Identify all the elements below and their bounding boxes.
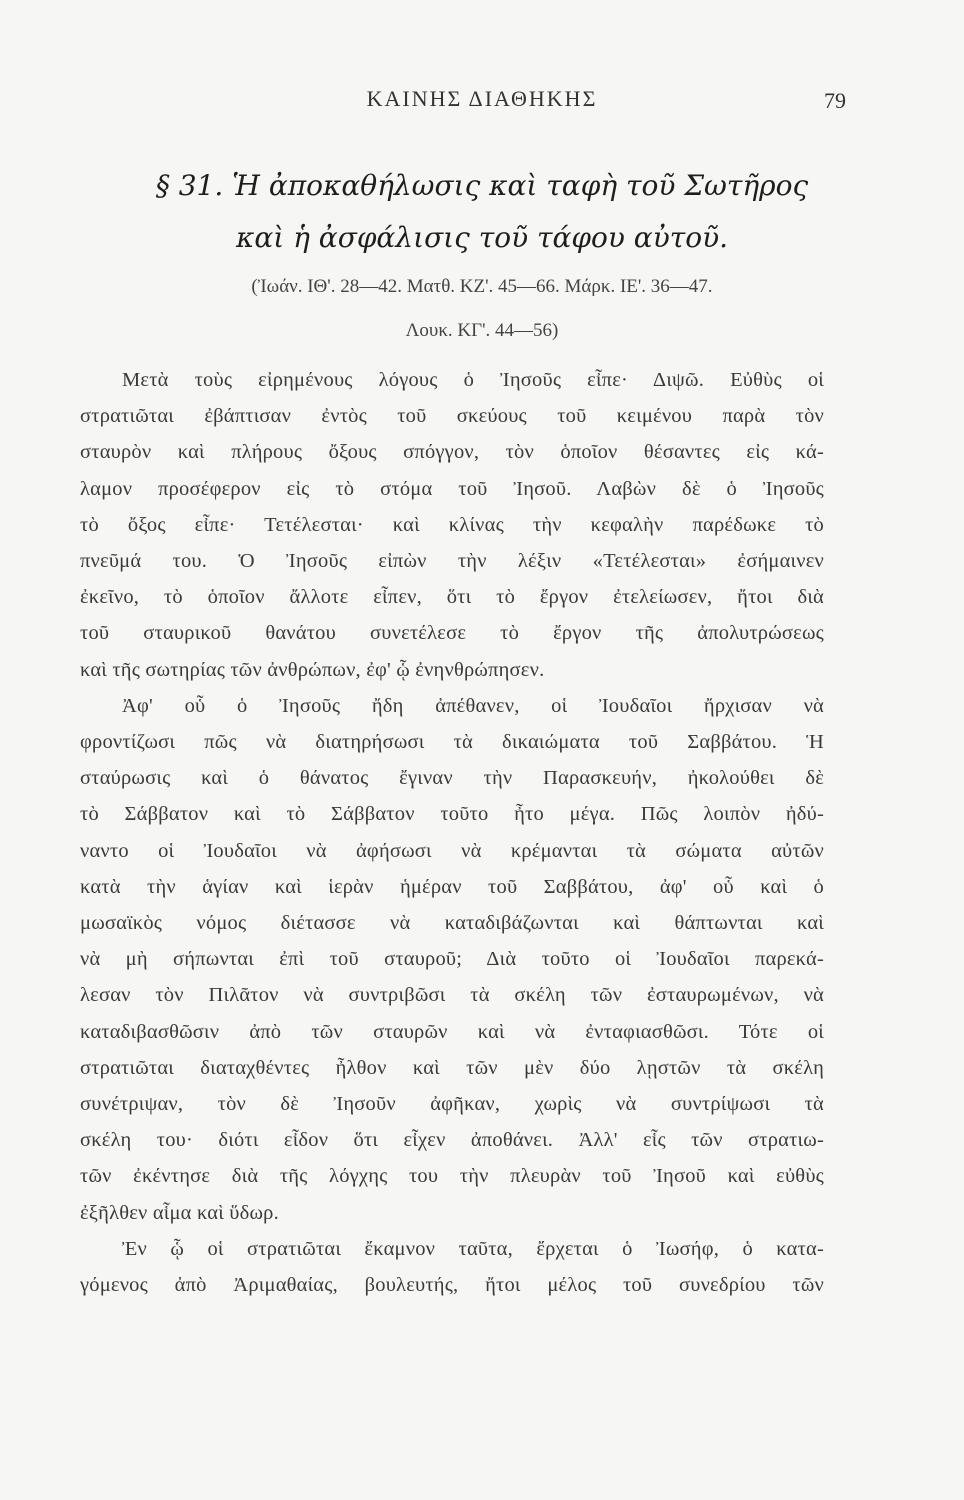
text-line: στρατιῶται διαταχθέντες ἦλθον καὶ τῶν μὲν δύο λῃστῶν τὰ σκέλη	[80, 1056, 824, 1079]
text-line: στρατιῶται ἐβάπτισαν ἐντὸς τοῦ σκεύους τοῦ κειμένου παρὰ τὸν	[80, 405, 824, 428]
text-line: τῶν ἐκέντησε διὰ τῆς λόγχης του τὴν πλευρὰν τοῦ Ἰησοῦ καὶ εὐθὺς	[80, 1165, 824, 1188]
text-line: καὶ τῆς σωτηρίας τῶν ἀνθρώπων, ἐφ' ᾧ ἐνηνθρώπησεν.	[80, 658, 545, 681]
text-line: ἐξῆλθεν αἷμα καὶ ὕδωρ.	[80, 1201, 279, 1224]
running-title: ΚΑΙΝΗΣ ΔΙΑΘΗΚΗΣ	[366, 86, 598, 111]
text-line: τὸ Σάββατον καὶ τὸ Σάββατον τοῦτο ἦτο μέγα. Πῶς λοιπὸν ἠδύ-	[80, 803, 824, 826]
text-line: σταύρωσις καὶ ὁ θάνατος ἔγιναν τὴν Παρασκευήν, ἠκολούθει δὲ	[80, 767, 824, 790]
text-line: κατὰ τὴν ἁγίαν καὶ ἱερὰν ἡμέραν τοῦ Σαββάτου, ἀφ' οὗ καὶ ὁ	[80, 875, 824, 898]
text-line: Ἐν ᾧ οἱ στρατιῶται ἔκαμνον ταῦτα, ἔρχεται ὁ Ἰωσήφ, ὁ κατα-	[122, 1237, 824, 1260]
text-line: τὸ ὄξος εἶπε· Τετέλεσται· καὶ κλίνας τὴν κεφαλὴν παρέδωκε τὸ	[80, 513, 824, 536]
text-line: σταυρὸν καὶ πλήρους ὄξους σπόγγον, τὸν ὁποῖον θέσαντες εἰς κά-	[80, 441, 824, 464]
text-line: ἐκεῖνο, τὸ ὁποῖον ἄλλοτε εἶπεν, ὅτι τὸ ἔργον ἐτελείωσεν, ἤτοι διὰ	[80, 586, 824, 609]
body-text	[80, 362, 824, 1303]
reference-line: (Ἰωάν. ΙΘ'. 28—42. Ματθ. ΚΖ'. 45—66. Μάρκ. ΙΕ'. 36—47.	[251, 276, 713, 297]
text-line: τοῦ σταυρικοῦ θανάτου συνετέλεσε τὸ ἔργον τῆς ἀπολυτρώσεως	[80, 622, 824, 645]
text-line: Ἀφ' οὗ ὁ Ἰησοῦς ἤδη ἀπέθανεν, οἱ Ἰουδαῖοι ἤρχισαν νὰ	[122, 694, 824, 717]
text-line: σκέλη του· διότι εἶδον ὅτι εἶχεν ἀποθάνει. Ἀλλ' εἷς τῶν στρατιω-	[80, 1129, 824, 1152]
text-line: γόμενος ἀπὸ Ἀριμαθαίας, βουλευτής, ἤτοι μέλος τοῦ συνεδρίου τῶν	[80, 1274, 824, 1297]
text-line: λεσαν τὸν Πιλᾶτον νὰ συντριβῶσι τὰ σκέλη τῶν ἐσταυρωμένων, νὰ	[80, 984, 824, 1007]
section-heading	[80, 160, 884, 264]
text-line: φροντίζωσι πῶς νὰ διατηρήσωσι τὰ δικαιώματα τοῦ Σαββάτου. Ἡ	[80, 731, 824, 754]
running-header	[0, 86, 964, 120]
page-number: 79	[824, 88, 846, 113]
text-line: συνέτριψαν, τὸν δὲ Ἰησοῦν ἀφῆκαν, χωρὶς νὰ συντρίψωσι τὰ	[80, 1093, 824, 1116]
heading-line: § 31. Ἡ ἀποκαθήλωσις καὶ ταφὴ τοῦ Σωτῆρος	[155, 169, 809, 202]
reference-line: Λουκ. ΚΓ'. 44—56)	[405, 320, 559, 341]
text-line: μωσαϊκὸς νόμος διέτασσε νὰ καταδιβάζωνται καὶ θάπτωνται καὶ	[80, 912, 824, 935]
text-line: καταδιβασθῶσιν ἀπὸ τῶν σταυρῶν καὶ νὰ ἐνταφιασθῶσι. Τότε οἱ	[80, 1020, 824, 1043]
text-line: Μετὰ τοὺς εἰρημένους λόγους ὁ Ἰησοῦς εἶπε· Διψῶ. Εὐθὺς οἱ	[122, 369, 824, 391]
text-line: πνεῦμά του. Ὁ Ἰησοῦς εἰπὼν τὴν λέξιν «Τετέλεσται» ἐσήμαινεν	[80, 550, 824, 573]
heading-line: καὶ ἡ ἀσφάλισις τοῦ τάφου αὐτοῦ.	[235, 221, 728, 254]
text-line: νὰ μὴ σήπωνται ἐπὶ τοῦ σταυροῦ; Διὰ τοῦτο οἱ Ἰουδαῖοι παρεκά-	[80, 948, 824, 971]
text-line: λαμον προσέφερον εἰς τὸ στόμα τοῦ Ἰησοῦ. Λαβὼν δὲ ὁ Ἰησοῦς	[80, 477, 824, 500]
scripture-references	[80, 265, 884, 353]
text-line: ναντο οἱ Ἰουδαῖοι νὰ ἀφήσωσι νὰ κρέμανται τὰ σώματα αὐτῶν	[80, 839, 824, 862]
